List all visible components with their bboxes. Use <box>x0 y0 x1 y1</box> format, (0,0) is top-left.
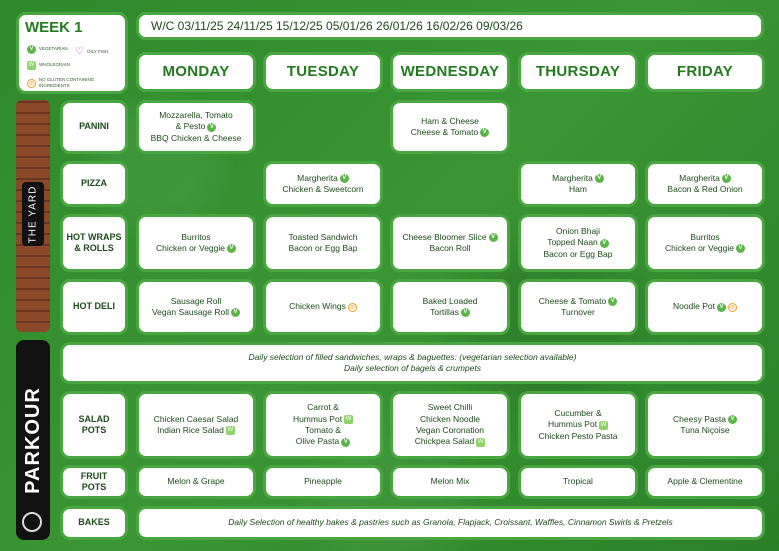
gluten-free-icon: ⊘ <box>28 80 34 87</box>
wholegrain-icon: W <box>28 62 35 68</box>
wraps-tuesday: Toasted Sandwich Bacon or Egg Bap <box>263 214 383 272</box>
gluten-free-icon: ⊘ <box>349 304 355 311</box>
deli-wednesday: Baked Loaded Tortillas V <box>390 279 510 335</box>
category-panini: PANINI <box>60 100 128 154</box>
vegetarian-icon: V <box>227 244 236 253</box>
category-fruit-pots: FRUIT POTS <box>60 465 128 499</box>
salad-friday: Cheesy Pasta V Tuna Niçoise <box>645 391 765 459</box>
week-commencing-dates: W/C 03/11/25 24/11/25 15/12/25 05/01/26 26/01/26 16/02/26 09/03/26 <box>151 18 523 33</box>
deli-friday: Noodle Pot V ⊘ <box>645 279 765 335</box>
daily-selection-banner: Daily selection of filled sandwiches, wraps & baguettes: (vegetarian selection available) Daily selection of bagels & crumpets <box>60 342 765 384</box>
fruit-tuesday: Pineapple <box>263 465 383 499</box>
vegetarian-icon: V <box>728 415 737 424</box>
parkour-sign: PARKOUR <box>16 340 50 540</box>
legend-item: W WHOLEGRAIN <box>28 62 70 68</box>
vegetarian-icon: V <box>722 174 731 183</box>
category-hot-deli: HOT DELI <box>60 279 128 335</box>
legend-item: ♡ OILY FISH <box>75 46 109 57</box>
vegetarian-icon: V <box>600 239 609 248</box>
wraps-monday: Burritos Chicken or Veggie V <box>136 214 256 272</box>
wholegrain-icon: W <box>345 415 352 422</box>
vegetarian-icon: V <box>717 303 726 312</box>
fruit-wednesday: Melon Mix <box>390 465 510 499</box>
vegetarian-icon: V <box>231 308 240 317</box>
vegetarian-icon: V <box>489 233 498 242</box>
wraps-thursday: Onion Bhaji Topped Naan V Bacon or Egg Bap <box>518 214 638 272</box>
legend-item: V VEGETARIAN <box>27 45 68 54</box>
pizza-tuesday: Margherita V Chicken & Sweetcorn <box>263 161 383 207</box>
week-legend-box <box>16 12 128 94</box>
vegetarian-icon: V <box>27 45 36 54</box>
wholegrain-icon: W <box>600 421 607 428</box>
day-header-wednesday: WEDNESDAY <box>390 52 510 92</box>
week-title: WEEK 1 <box>25 19 83 36</box>
category-hot-wraps: HOT WRAPS & ROLLS <box>60 214 128 272</box>
legend-item: ⊘ NO GLUTEN CONTAINING INGREDIENTS <box>28 77 95 89</box>
salad-thursday: Cucumber & Hummus Pot W Chicken Pesto Pasta <box>518 391 638 459</box>
vegetarian-icon: V <box>608 297 617 306</box>
wraps-friday: Burritos Chicken or Veggie V <box>645 214 765 272</box>
salad-monday: Chicken Caesar Salad Indian Rice Salad W <box>136 391 256 459</box>
salad-wednesday: Sweet Chilli Chicken Noodle Vegan Coronation Chickpea Salad W <box>390 391 510 459</box>
fruit-monday: Melon & Grape <box>136 465 256 499</box>
pizza-friday: Margherita V Bacon & Red Onion <box>645 161 765 207</box>
day-header-monday: MONDAY <box>136 52 256 92</box>
wraps-wednesday: Cheese Bloomer Slice V Bacon Roll <box>390 214 510 272</box>
day-header-tuesday: TUESDAY <box>263 52 383 92</box>
bakes-banner: Daily Selection of healthy bakes & pastries such as Granola, Flapjack, Croissant, Waffles, Cinnamon Swirls & Pretzels <box>136 506 765 540</box>
vegetarian-icon: V <box>207 123 216 132</box>
wholegrain-icon: W <box>227 427 234 434</box>
vegetarian-icon: V <box>736 244 745 253</box>
deli-monday: Sausage Roll Vegan Sausage Roll V <box>136 279 256 335</box>
vegetarian-icon: V <box>341 438 350 447</box>
fruit-friday: Apple & Clementine <box>645 465 765 499</box>
the-yard-sign: THE YARD <box>22 182 44 246</box>
heart-icon: ♡ <box>75 46 84 57</box>
gluten-free-icon: ⊘ <box>730 304 736 311</box>
panini-monday: Mozzarella, Tomato & Pesto V BBQ Chicken & Cheese <box>136 100 256 154</box>
deli-tuesday: Chicken Wings ⊘ <box>263 279 383 335</box>
category-pizza: PIZZA <box>60 161 128 207</box>
day-header-friday: FRIDAY <box>645 52 765 92</box>
deli-thursday: Cheese & Tomato V Turnover <box>518 279 638 335</box>
panini-wednesday: Ham & Cheese Cheese & Tomato V <box>390 100 510 154</box>
pizza-thursday: Margherita V Ham <box>518 161 638 207</box>
fruit-thursday: Tropical <box>518 465 638 499</box>
category-bakes: BAKES <box>60 506 128 540</box>
vegetarian-icon: V <box>595 174 604 183</box>
vegetarian-icon: V <box>461 308 470 317</box>
vegetarian-icon: V <box>480 128 489 137</box>
day-header-thursday: THURSDAY <box>518 52 638 92</box>
wholegrain-icon: W <box>477 438 484 445</box>
category-salad-pots: SALAD POTS <box>60 391 128 459</box>
dates-box <box>136 12 764 40</box>
salad-tuesday: Carrot & Hummus Pot W Tomato & Olive Pasta V <box>263 391 383 459</box>
parkour-logo-icon <box>22 512 42 532</box>
vegetarian-icon: V <box>340 174 349 183</box>
